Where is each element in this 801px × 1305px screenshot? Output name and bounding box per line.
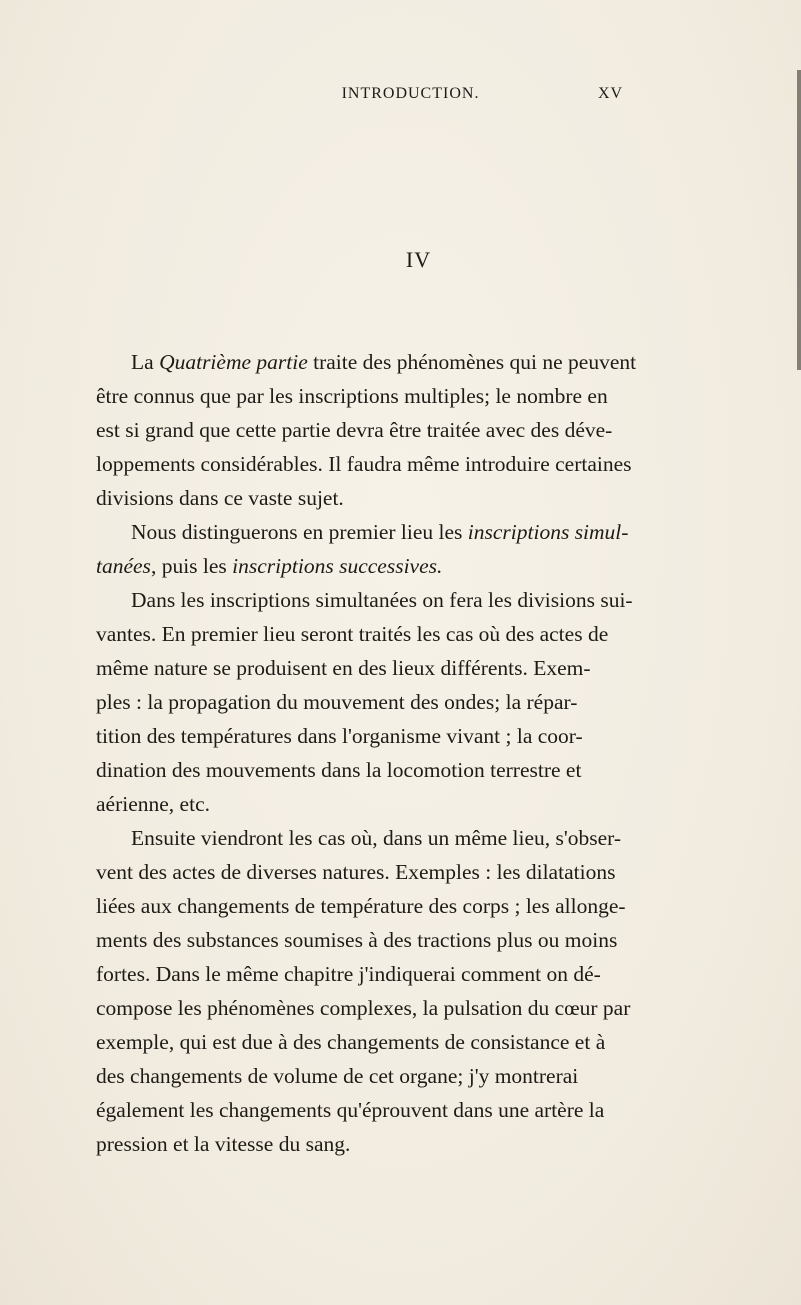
text-line: ments des substances soumises à des tractions plus ou moins bbox=[96, 928, 618, 952]
text-line: fortes. Dans le même chapitre j'indiquerai comment on dé- bbox=[96, 962, 601, 986]
text-line: être connus que par les inscriptions multiples; le nombre en bbox=[96, 384, 608, 408]
text-line: loppements considérables. Il faudra même introduire certaines bbox=[96, 452, 632, 476]
text-line: Nous distinguerons en premier lieu les inscriptions simul- bbox=[131, 520, 629, 544]
text-line: La Quatrième partie traite des phénomènes qui ne peuvent bbox=[131, 350, 637, 374]
text-line: compose les phénomènes complexes, la pulsation du cœur par bbox=[96, 996, 631, 1020]
text-line: des changements de volume de cet organe; j'y montrerai bbox=[96, 1064, 579, 1088]
page-edge-shadow bbox=[797, 70, 801, 370]
text-line: ples : la propagation du mouvement des ondes; la répar- bbox=[96, 690, 578, 714]
text-line: également les changements qu'éprouvent dans une artère la bbox=[96, 1098, 605, 1122]
text-line: tition des températures dans l'organisme vivant ; la coor- bbox=[96, 724, 583, 748]
text-line: est si grand que cette partie devra être traitée avec des déve- bbox=[96, 418, 613, 442]
text-line: liées aux changements de température des corps ; les allonge- bbox=[96, 894, 626, 918]
text-line: aérienne, etc. bbox=[96, 792, 210, 816]
section-heading: IV bbox=[405, 247, 432, 272]
text-line: Ensuite viendront les cas où, dans un même lieu, s'obser- bbox=[131, 826, 622, 850]
text-line: vantes. En premier lieu seront traités les cas où des actes de bbox=[96, 622, 609, 646]
running-header-title: INTRODUCTION. bbox=[341, 85, 480, 102]
text-line: exemple, qui est due à des changements de consistance et à bbox=[96, 1030, 606, 1054]
page-number: XV bbox=[598, 85, 624, 102]
text-line: Dans les inscriptions simultanées on fera les divisions sui- bbox=[131, 588, 633, 612]
text-line: dination des mouvements dans la locomotion terrestre et bbox=[96, 758, 582, 782]
text-line: pression et la vitesse du sang. bbox=[96, 1132, 351, 1156]
text-line: même nature se produisent en des lieux différents. Exem- bbox=[96, 656, 591, 680]
text-line: vent des actes de diverses natures. Exemples : les dilatations bbox=[96, 860, 616, 884]
text-line: tanées, puis les inscriptions successives. bbox=[96, 554, 443, 578]
text-line: divisions dans ce vaste sujet. bbox=[96, 486, 344, 510]
